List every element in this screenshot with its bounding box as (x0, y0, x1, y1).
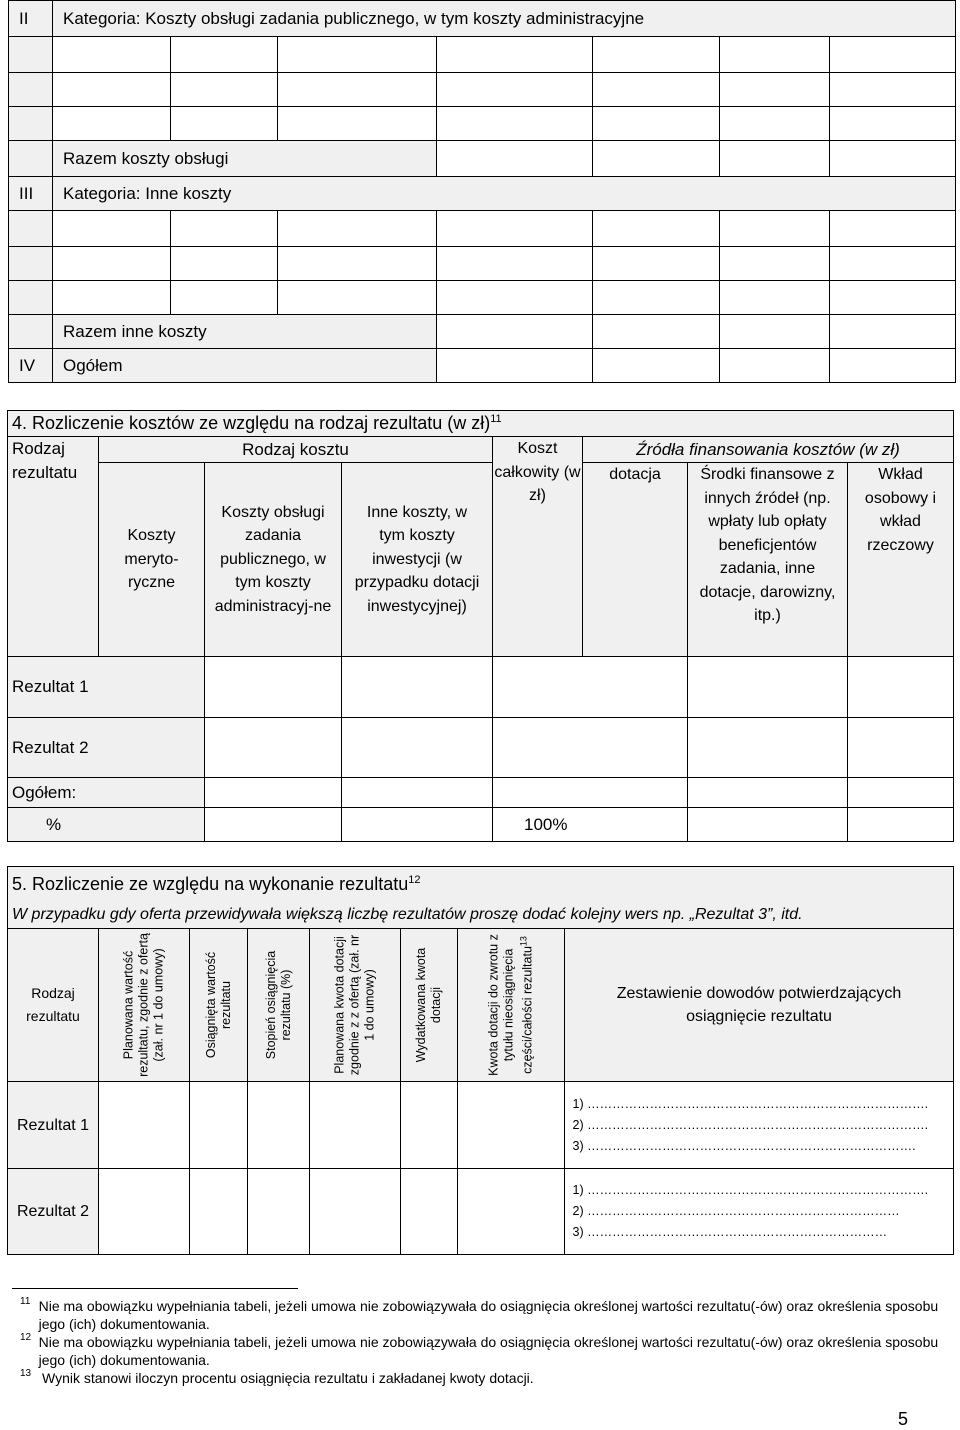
input-cell[interactable] (848, 718, 954, 778)
input-cell[interactable] (493, 657, 688, 718)
input-cell[interactable] (171, 281, 278, 315)
input-cell[interactable] (310, 1082, 401, 1169)
input-cell[interactable] (688, 657, 848, 718)
section5-table (7, 866, 954, 1255)
input-cell[interactable] (342, 657, 493, 718)
input-cell[interactable] (190, 1082, 248, 1169)
input-cell[interactable] (848, 657, 954, 718)
planowana-kwota-header: Planowana kwota dotacji zgodnie z z ofertą (zał. nr 1 do umowy) (310, 929, 401, 1082)
inne-koszty-header: Inne koszty, w tym koszty inwestycji (w przypadku dotacji inwestycyjnej) (342, 463, 493, 657)
input-cell[interactable] (720, 247, 830, 281)
zrodla-finansowania-header: Źródła finansowania kosztów (w zł) (583, 437, 954, 463)
result-row-label: Rezultat 2 (8, 718, 205, 778)
row-number: III (9, 177, 53, 211)
input-cell[interactable] (171, 211, 278, 247)
input-cell[interactable] (171, 247, 278, 281)
footnote-text: Nie ma obowiązku wypełniania tabeli, jeżeli umowa nie zobowiązywała do osiągnięcia określonej wartości rezultatu(-ów) oraz określenia sposobu jego (ich) dokumentowania. (38, 1334, 939, 1368)
footnote-number: 12 (20, 1332, 32, 1343)
input-cell[interactable] (720, 349, 830, 383)
zestawienie-dowodow-header: Zestawienie dowodów potwierdzających osiągnięcie rezultatu (565, 929, 954, 1082)
input-cell[interactable] (53, 107, 171, 141)
input-cell[interactable] (437, 247, 593, 281)
evidence-item: 2) ………………………………………………………………… (572, 1204, 900, 1218)
input-cell[interactable] (720, 141, 830, 177)
input-cell[interactable] (830, 315, 956, 349)
percent-label: % (8, 808, 205, 842)
evidence-list[interactable] (569, 1169, 954, 1255)
input-cell[interactable] (205, 808, 342, 842)
evidence-item: 1) ………………………………………………………………………. (572, 1183, 929, 1197)
input-cell[interactable] (688, 718, 848, 778)
stopien-osiagniecia-header: Stopień osiągnięcia rezultatu (%) (248, 929, 310, 1082)
koszty-merytoryczne-header: Koszty meryto-ryczne (99, 463, 205, 657)
input-cell[interactable] (278, 281, 437, 315)
input-cell[interactable] (688, 778, 848, 808)
evidence-item: 2) ………………………………………………………………………. (572, 1117, 929, 1132)
input-cell[interactable] (830, 211, 956, 247)
footnote-11 (12, 1297, 947, 1333)
section5-note: W przypadku gdy oferta przewidywała większą liczbę rezultatów proszę dodać kolejny wers np. „Rezultat 3”, itd. (8, 903, 954, 929)
footnote-number: 11 (20, 1296, 31, 1307)
input-cell[interactable] (437, 37, 593, 73)
input-cell[interactable] (830, 107, 956, 141)
page-number: 5 (898, 1409, 909, 1429)
footnotes (12, 1288, 947, 1387)
wklad-header: Wkład osobowy i wkład rzeczowy (848, 463, 954, 657)
input-cell[interactable] (342, 778, 493, 808)
input-cell[interactable] (437, 107, 593, 141)
input-cell[interactable] (53, 211, 171, 247)
input-cell[interactable] (493, 718, 688, 778)
input-cell[interactable] (278, 37, 437, 73)
input-cell[interactable] (171, 37, 278, 73)
category-label: Kategoria: Inne koszty (53, 177, 956, 211)
input-cell[interactable] (401, 1082, 458, 1169)
footnote-text: Nie ma obowiązku wypełniania tabeli, jeżeli umowa nie zobowiązywała do osiągnięcia określonej wartości rezultatu(-ów) oraz określenia sposobu jego (ich) dokumentowania. (38, 1298, 939, 1332)
row-number: II (9, 1, 53, 37)
subtotal-label: Razem koszty obsługi (53, 141, 437, 177)
input-cell[interactable] (593, 107, 720, 141)
evidence-list[interactable] (569, 1082, 954, 1169)
subtotal-label: Razem inne koszty (53, 315, 437, 349)
input-cell[interactable] (830, 281, 956, 315)
wydatkowana-kwota-header: Wydatkowana kwota dotacji (401, 929, 458, 1082)
input-cell[interactable] (53, 73, 171, 107)
input-cell[interactable] (401, 1169, 458, 1255)
input-cell[interactable] (720, 107, 830, 141)
input-cell[interactable] (190, 1169, 248, 1255)
input-cell[interactable] (830, 349, 956, 383)
input-cell[interactable] (171, 107, 278, 141)
input-cell[interactable] (342, 808, 493, 842)
input-cell[interactable] (720, 37, 830, 73)
input-cell[interactable] (53, 37, 171, 73)
result-row-label: Rezultat 2 (8, 1169, 99, 1255)
input-cell[interactable] (248, 1082, 310, 1169)
input-cell[interactable] (848, 778, 954, 808)
dotacja-header: dotacja (583, 463, 688, 657)
input-cell[interactable] (171, 73, 278, 107)
footnote-12 (12, 1333, 947, 1369)
total-row-label: Ogółem: (8, 778, 205, 808)
footnote-text: Wynik stanowi iloczyn procentu osiągnięcia rezultatu i zakładanej kwoty dotacji. (42, 1370, 534, 1386)
section4-table (7, 410, 954, 842)
input-cell[interactable] (593, 73, 720, 107)
evidence-item: 1) ………………………………………………………………………. (572, 1096, 929, 1111)
input-cell[interactable] (593, 141, 720, 177)
input-cell[interactable] (205, 718, 342, 778)
input-cell[interactable] (437, 315, 593, 349)
input-cell[interactable] (53, 281, 171, 315)
evidence-item: 3) ……………………………………………………………… (572, 1225, 888, 1239)
input-cell[interactable] (437, 349, 593, 383)
input-cell[interactable] (437, 281, 593, 315)
input-cell[interactable] (848, 808, 954, 842)
input-cell[interactable] (53, 247, 171, 281)
footnote-separator (12, 1288, 298, 1289)
input-cell[interactable] (593, 247, 720, 281)
input-cell[interactable] (830, 73, 956, 107)
section4-title: 4. Rozliczenie kosztów ze względu na rodzaj rezultatu (w zł)$^{11}$ (8, 411, 954, 437)
koszty-obslugi-header: Koszty obsługi zadania publicznego, w tym koszty administracyj-ne (205, 463, 342, 657)
input-cell[interactable] (593, 211, 720, 247)
input-cell[interactable] (99, 1169, 190, 1255)
input-cell[interactable] (205, 657, 342, 718)
percent-total: 100% (493, 808, 688, 842)
koszt-calkowity-header: Koszt całkowity (w zł) (493, 437, 583, 657)
footnote-number: 13 (20, 1368, 32, 1379)
grand-total-label: Ogółem (53, 349, 437, 383)
input-cell[interactable] (437, 73, 593, 107)
input-cell[interactable] (720, 211, 830, 247)
rodzaj-kosztu-header: Rodzaj kosztu (99, 437, 493, 463)
result-row-label: Rezultat 1 (8, 1082, 99, 1169)
cost-category-table (8, 0, 956, 383)
input-cell[interactable] (593, 37, 720, 73)
input-cell[interactable] (593, 349, 720, 383)
input-cell[interactable] (205, 778, 342, 808)
osiagnieta-wartosc-header: Osiągnięta wartość rezultatu (190, 929, 248, 1082)
srodki-finansowe-header: Środki finansowe z innych źródeł (np. wpłaty lub opłaty beneficjentów zadania, inne dotacje, darowizny, itp.) (688, 463, 848, 657)
input-cell[interactable] (99, 1082, 190, 1169)
input-cell[interactable] (720, 315, 830, 349)
input-cell[interactable] (278, 107, 437, 141)
input-cell[interactable] (720, 73, 830, 107)
input-cell[interactable] (310, 1169, 401, 1255)
input-cell[interactable] (437, 211, 593, 247)
input-cell[interactable] (830, 247, 956, 281)
input-cell[interactable] (720, 281, 830, 315)
input-cell[interactable] (593, 281, 720, 315)
rodzaj-rezultatu-header: Rodzaj rezultatu (8, 929, 99, 1082)
row-number: IV (9, 349, 53, 383)
input-cell[interactable] (248, 1169, 310, 1255)
input-cell[interactable] (688, 808, 848, 842)
section5-title: 5. Rozliczenie ze względu na wykonanie rezultatu$^{12}$ (8, 867, 954, 903)
result-row-label: Rezultat 1 (8, 657, 205, 718)
kwota-zwrotu-header: Kwota dotacji do zwrotu z tytułu nieosiągnięcia części/całości rezultatu$^{13}$ (458, 929, 565, 1082)
input-cell[interactable] (437, 141, 593, 177)
input-cell[interactable] (458, 1082, 565, 1169)
input-cell[interactable] (458, 1169, 565, 1255)
planowana-wartosc-header: Planowana wartość rezultatu, zgodnie z ofertą (zał. nr 1 do umowy) (99, 929, 190, 1082)
input-cell[interactable] (593, 315, 720, 349)
input-cell[interactable] (342, 718, 493, 778)
rodzaj-rezultatu-header: Rodzaj rezultatu (8, 437, 99, 657)
input-cell[interactable] (278, 247, 437, 281)
input-cell[interactable] (278, 211, 437, 247)
evidence-item: 3) ……………………………………………………………………. (572, 1138, 916, 1153)
input-cell[interactable] (830, 37, 956, 73)
category-label: Kategoria: Koszty obsługi zadania publicznego, w tym koszty administracyjne (53, 1, 956, 37)
input-cell[interactable] (278, 73, 437, 107)
input-cell[interactable] (830, 141, 956, 177)
footnote-13 (12, 1369, 947, 1387)
input-cell[interactable] (493, 778, 688, 808)
